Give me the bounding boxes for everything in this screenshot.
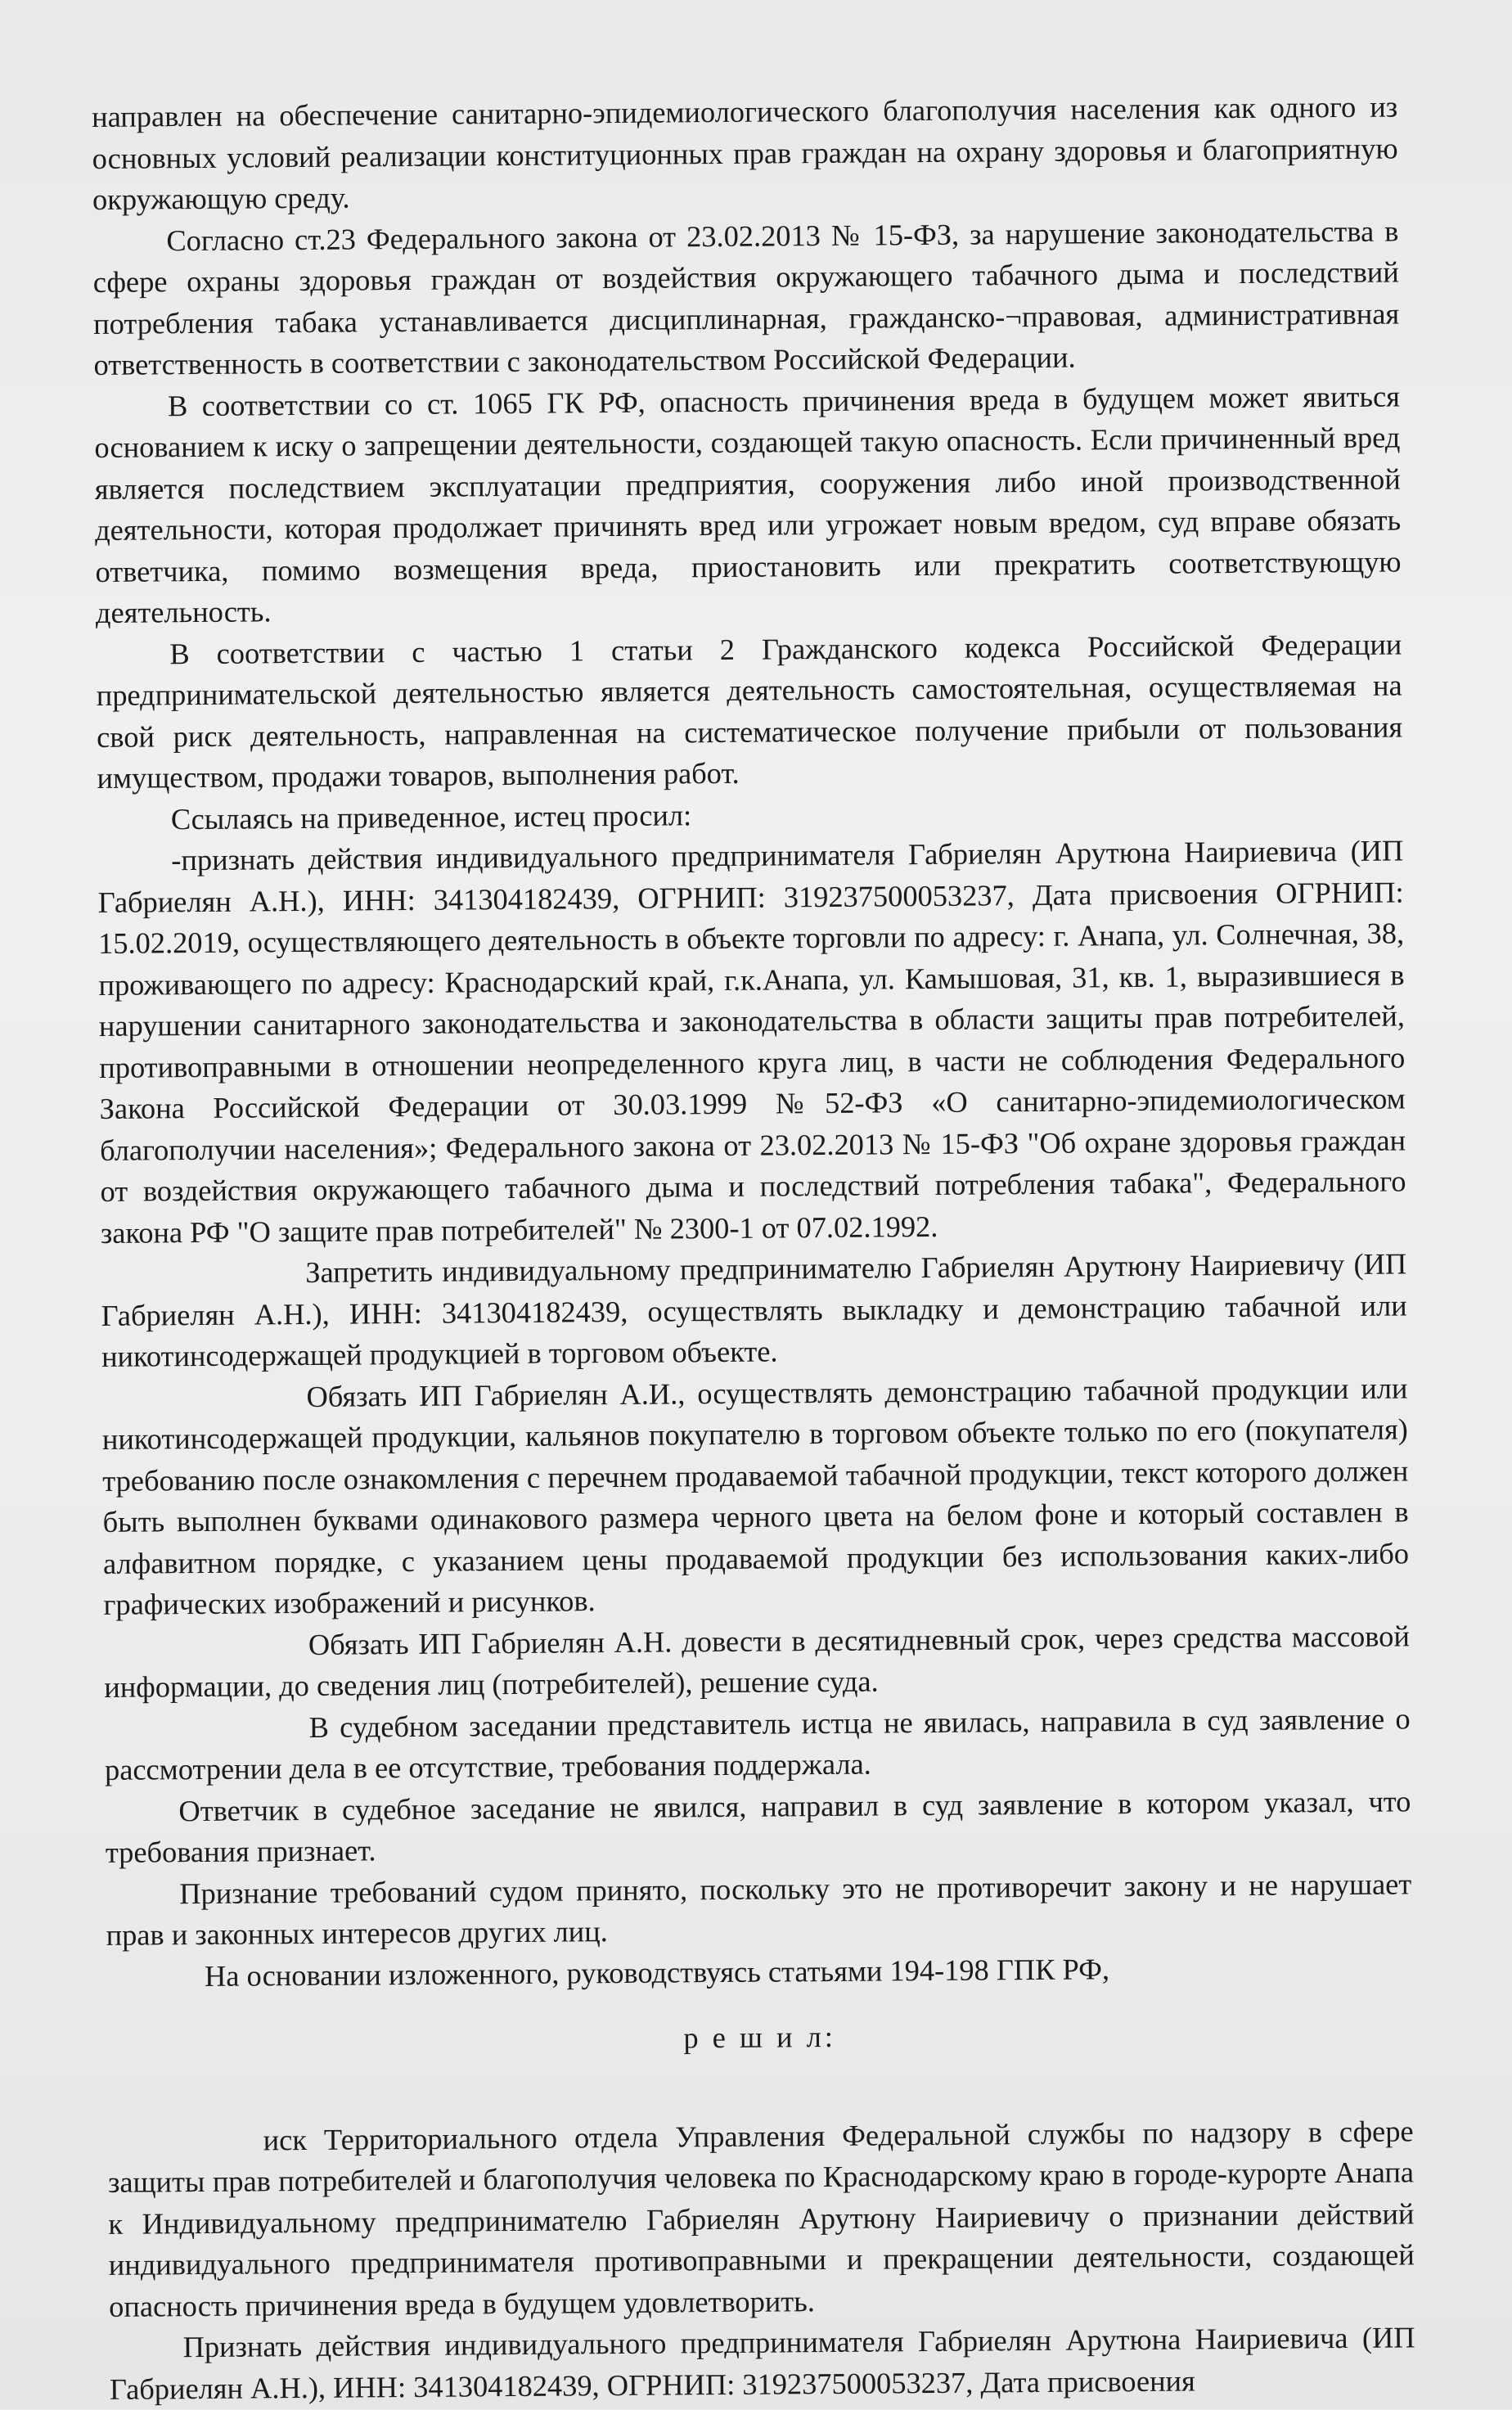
paragraph-plaintiff-requested: Ссылаясь на приведенное, истец просил: (170, 798, 692, 836)
document-body (92, 86, 1415, 2409)
paragraph-recognition-accepted: Признание требований судом принято, поскольку это не противоречит закону и не нарушает прав и законных интересов других лиц. (106, 1867, 1412, 1952)
paragraph-claim-oblige-demonstration: Обязать ИП Габриелян А.И., осуществлять демонстрацию табачной продукции или никотинсодержащей продукции, кальянов покупателю в торговом объекте только по его (покупателя) требованию после ознакомления с перечнем продаваемой табачной продукции, текст которого должен быть выполнен буквами одинакового размера черного цвета на белом фоне и который составлен в алфавитном порядке, с указанием цены продаваемой продукции без использования каких-либо графических изображений и рисунков. (101, 1371, 1410, 1621)
paragraph-claim-recognize: -признать действия индивидуального предпринимателя Габриелян Арутюна Наириевича (ИП Габриелян А.Н.), ИНН: 341304182439, ОГРНИП: 319237500053237, Дата присвоения ОГРНИП: 15.02.2019, осуществляющего деятельность в объекте торговли по адресу: г. Анапа, ул. Солнечная, 38, проживающего по адресу: Краснодарский край, г.к.Анапа, ул. Камышовая, 31, кв. 1, выразившиеся в нарушении санитарного законодательства и законодательства в области защиты прав потребителей, противоправными в отношении неопределенного круга лиц, в части не соблюдения Федерального Закона Российской Федерации от 30.03.1999 №52-ФЗ «О санитарно-эпидемиологическом благополучии населения»; Федерального закона от 23.02.2013 № 15-ФЗ "Об охране здоровья граждан от воздействия окружающего табачного дыма и последствий потребления табака", Федерального закона РФ "О защите прав потребителей" № 2300-1 от 07.02.1992. (97, 834, 1406, 1250)
decision-heading: р е ш и л: (683, 2020, 837, 2055)
paragraph-article-1065: В соответствии со ст. 1065 ГК РФ, опасность причинения вреда в будущем может явиться основанием к иску о запрещении деятельности, создающей такую опасность. Если причиненный вред является последствием эксплуатации предприятия, сооружения либо иной производственной деятельности, которая продолжает причинять вред или угрожает новым вредом, суд вправе обязать ответчика, помимо возмещения вреда, приостановить или прекратить соответствующую деятельность. (94, 379, 1402, 629)
paragraph-plaintiff-absent: В судебном заседании представитель истца не явилась, направила в суд заявление о рассмотрении дела в ее отсутствие, требования поддержала. (104, 1701, 1411, 1786)
paragraph-claim-prohibit: Запретить индивидуальному предпринимателю Габриелян Арутюну Наириевичу (ИП Габриелян А.Н.), ИНН: 341304182439, осуществлять выкладку и демонстрацию табачной или никотинсодержащей продукцией в торговом объекте. (101, 1247, 1407, 1373)
paragraph-claim-oblige-inform: Обязать ИП Габриелян А.Н. довести в десятидневный срок, через средства массовой информации, до сведения лиц (потребителей), решение суда. (104, 1619, 1410, 1704)
paragraph-based-on: На основании изложенного, руководствуясь статьями 194-198 ГПК РФ, (204, 1952, 1110, 1993)
paragraph-intro: направлен на обеспечение санитарно-эпидемиологического благополучия населения как одного из основных условий реализации конституционных прав граждан на охрану здоровья и благоприятную окружающую среду. (92, 90, 1398, 216)
paragraph-decision-recognize: Признать действия индивидуального предпринимателя Габриелян Арутюна Наириевича (ИП Габриелян А.Н.), ИНН: 341304182439, ОГРНИП: 319237500053237, Дата присвоения (109, 2321, 1415, 2406)
paragraph-defendant-absent: Ответчик в судебное заседание не явился, направил в суд заявление в котором указал, что требования признает. (105, 1784, 1411, 1869)
paragraph-article-23: Согласно ст.23 Федерального закона от 23.02.2013 № 15-ФЗ, за нарушение законодательства в сфере охраны здоровья граждан от воздействия окружающего табачного дыма и последствий потребления табака устанавливается дисциплинарная, гражданско-¬правовая, административная ответственность в соответствии с законодательством Российской Федерации. (92, 214, 1400, 381)
paragraph-civil-code: В соответствии с частью 1 статьи 2 Гражданского кодекса Российской Федерации предпринимательской деятельностью является деятельность самостоятельная, осуществляемая на свой риск деятельность, направленная на систематическое получение прибыли от пользования имуществом, продажи товаров, выполнения работ. (96, 627, 1403, 795)
paragraph-decision-claim: иск Территориального отдела Управления Федеральной службы по надзору в сфере защиты прав потребителей и благополучия человека по Краснодарскому краю в городе-курорте Анапа к Индивидуальному предпринимателю Габриелян Арутюну Наириевичу о признании действий индивидуального предпринимателя противоправными и прекращении деятельности, создающей опасность причинения вреда в будущем удовлетворить. (107, 2114, 1415, 2323)
